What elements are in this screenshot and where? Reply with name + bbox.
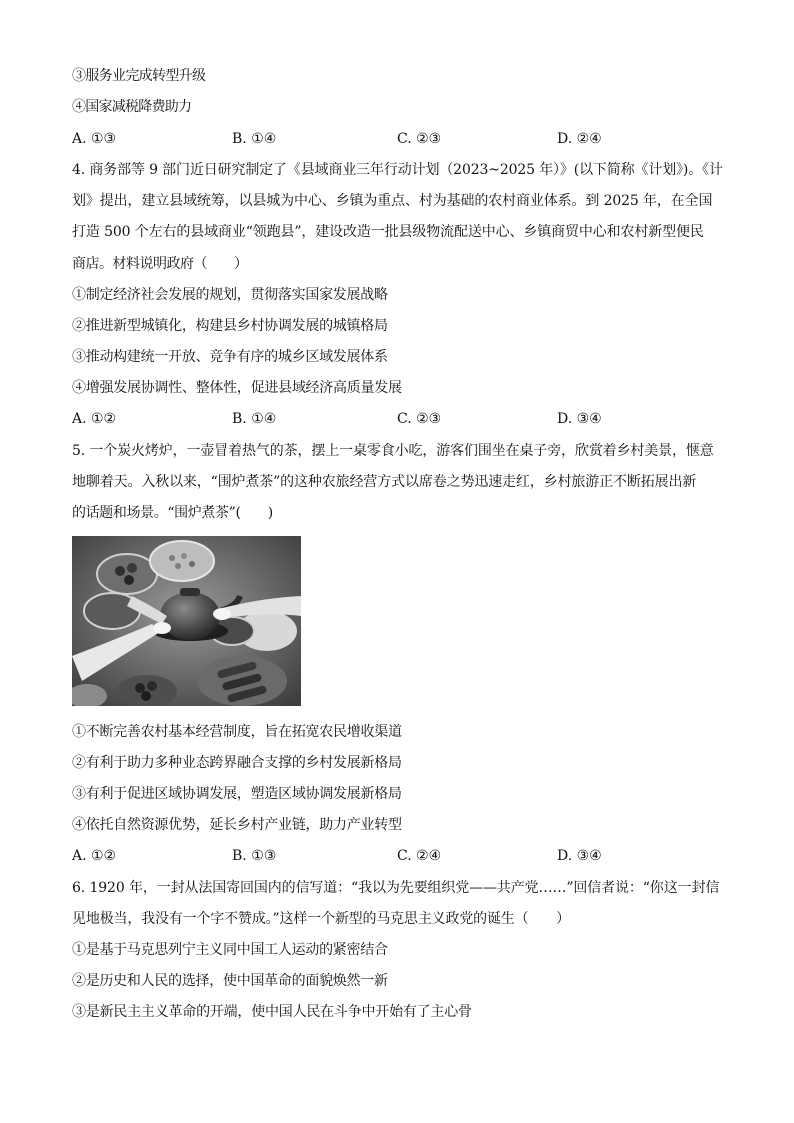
q3-option-d[interactable]: D. ②④	[557, 131, 602, 147]
q5-stem-line-3: 的话题和场景。“围炉煮茶”( )	[72, 505, 273, 521]
q3-option-b[interactable]: B. ①④	[232, 131, 277, 147]
q3-option-a[interactable]: A. ①③	[72, 131, 117, 147]
q5-item-4: ④依托自然资源优势，延长乡村产业链，助力产业转型	[72, 817, 402, 833]
q4-item-2: ②推进新型城镇化，构建县乡村协调发展的城镇格局	[72, 318, 388, 334]
q3-item-3: ③服务业完成转型升级	[72, 68, 206, 84]
q5-option-d[interactable]: D. ③④	[557, 848, 602, 864]
q5-option-a[interactable]: A. ①②	[72, 848, 117, 864]
q5-options	[72, 846, 732, 866]
q5-item-3: ③有利于促进区域协调发展，塑造区域协调发展新格局	[72, 786, 402, 802]
tea-gathering-photo	[72, 536, 301, 706]
q6-item-3: ③是新民主主义革命的开端，使中国人民在斗争中开始有了主心骨	[72, 1004, 472, 1020]
q3-item-4: ④国家减税降费助力	[72, 99, 192, 115]
q4-stem-line-1: 4. 商务部等 9 部门近日研究制定了《县域商业三年行动计划（2023~2025 年）》(以下简称《计划》)。《计	[72, 162, 723, 178]
q4-stem-line-4: 商店。材料说明政府（ ）	[72, 256, 248, 272]
q4-item-3: ③推动构建统一开放、竞争有序的城乡区域发展体系	[72, 349, 388, 365]
q5-stem-line-2: 地聊着天。入秋以来，“围炉煮茶”的这种农旅经营方式以席卷之势迅速走红，乡村旅游正不断拓展出新	[72, 474, 697, 490]
q3-option-c[interactable]: C. ②③	[397, 131, 442, 147]
q5-option-c[interactable]: C. ②④	[397, 848, 442, 864]
q5-item-1: ①不断完善农村基本经营制度，旨在拓宽农民增收渠道	[72, 724, 402, 740]
q3-options	[72, 129, 732, 149]
q5-stem-line-1: 5. 一个炭火烤炉，一壶冒着热气的茶，摆上一桌零食小吃，游客们围坐在桌子旁，欣赏着乡村美景，惬意	[72, 443, 714, 459]
q6-stem-line-2: 见地极当，我没有一个字不赞成。”这样一个新型的马克思主义政党的诞生（ ）	[72, 911, 570, 927]
q4-option-b[interactable]: B. ①④	[232, 411, 277, 427]
q4-stem-line-2: 划》提出，建立县域统筹，以县城为中心、乡镇为重点、村为基础的农村商业体系。到 2025 年，在全国	[72, 193, 713, 209]
q4-item-4: ④增强发展协调性、整体性，促进县域经济高质量发展	[72, 380, 402, 396]
tea-gathering-illustration	[72, 536, 301, 706]
q6-item-2: ②是历史和人民的选择，使中国革命的面貌焕然一新	[72, 973, 388, 989]
q4-options	[72, 409, 732, 429]
q4-option-a[interactable]: A. ①②	[72, 411, 117, 427]
q4-item-1: ①制定经济社会发展的规划，贯彻落实国家发展战略	[72, 287, 388, 303]
q4-option-c[interactable]: C. ②③	[397, 411, 442, 427]
q6-stem-line-1: 6. 1920 年，一封从法国寄回国内的信写道：“我以为先要组织党——共产党……”回信者说：“你这一封信	[72, 880, 720, 896]
q4-option-d[interactable]: D. ③④	[557, 411, 602, 427]
q6-item-1: ①是基于马克思列宁主义同中国工人运动的紧密结合	[72, 942, 388, 958]
q5-item-2: ②有利于助力多种业态跨界融合支撑的乡村发展新格局	[72, 755, 402, 771]
q5-option-b[interactable]: B. ①③	[232, 848, 277, 864]
q4-stem-line-3: 打造 500 个左右的县域商业“领跑县”，建设改造一批县级物流配送中心、乡镇商贸中心和农村新型便民	[72, 224, 704, 240]
